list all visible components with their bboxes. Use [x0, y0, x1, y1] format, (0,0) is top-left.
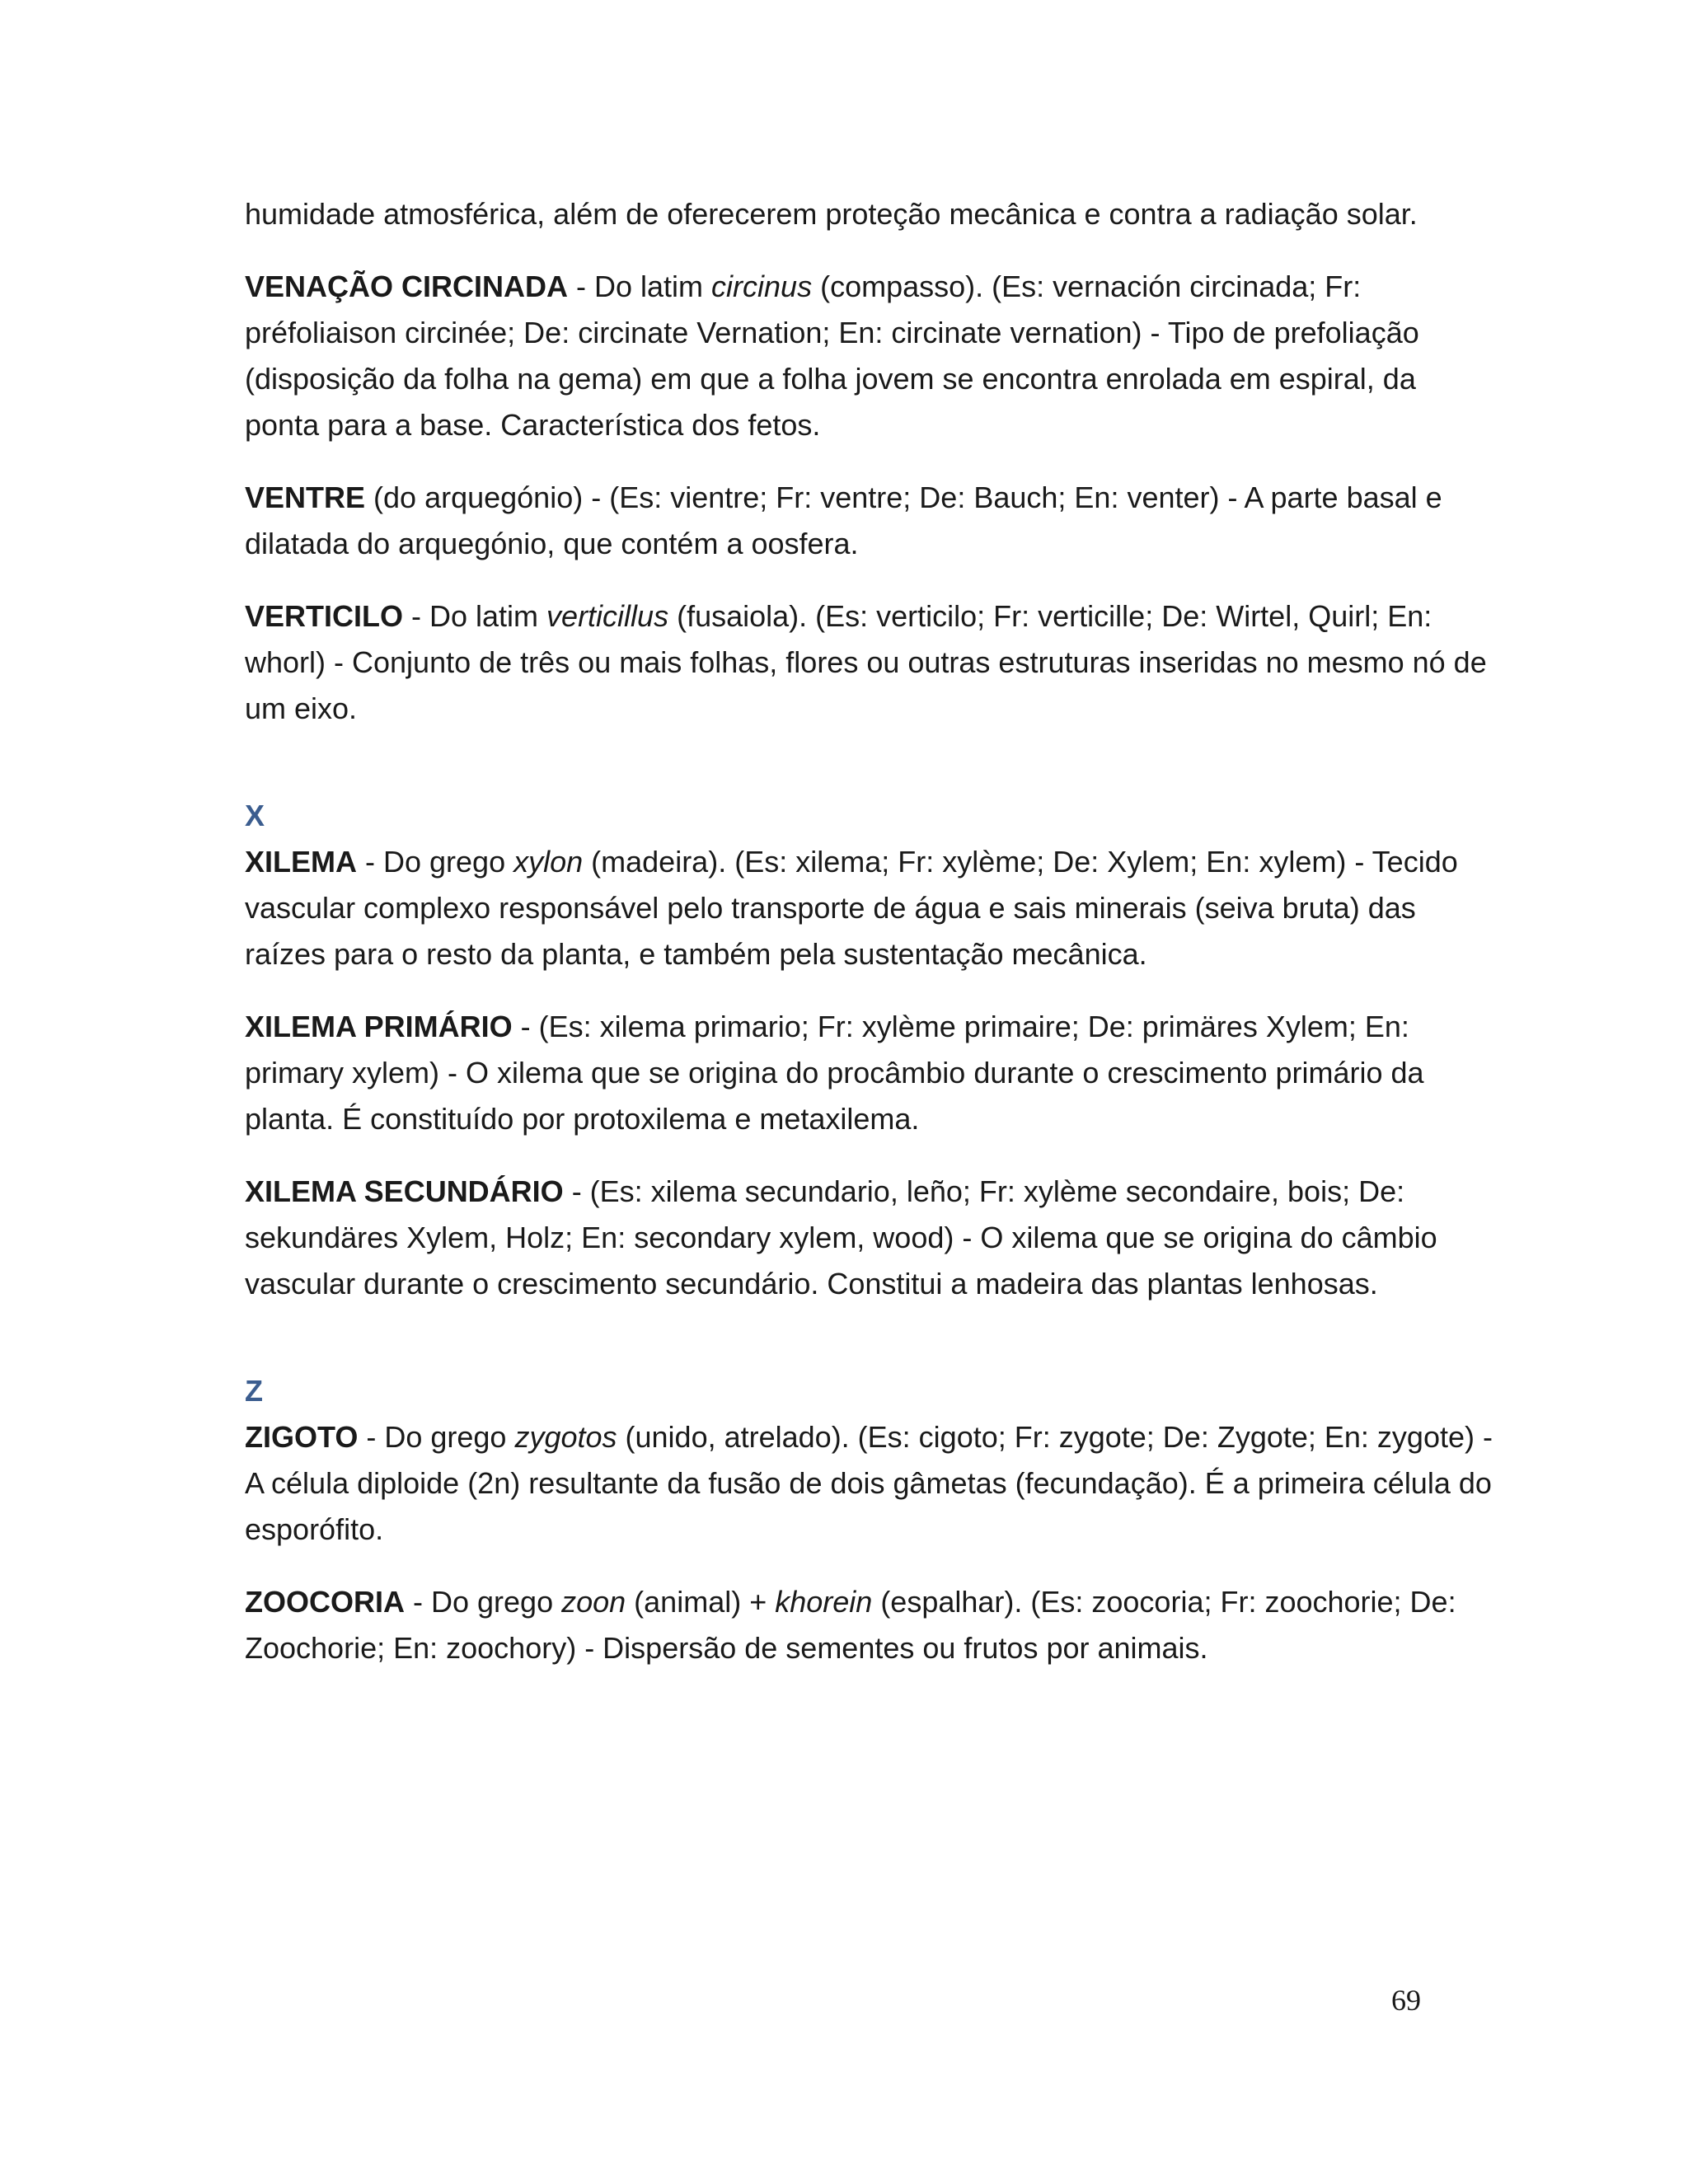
- page-number: 69: [1391, 1984, 1421, 2017]
- entry-text: - Do grego: [405, 1585, 562, 1619]
- glossary-entry-verticilo: [245, 593, 1498, 732]
- entry-term: ZIGOTO: [245, 1420, 359, 1454]
- entry-term: VERTICILO: [245, 599, 404, 633]
- entry-etymon: circinus: [711, 269, 813, 303]
- continued-paragraph: humidade atmosférica, além de oferecerem proteção mecânica e contra a radiação solar.: [245, 197, 1418, 231]
- glossary-entry-ventre: [245, 475, 1498, 567]
- entry-text: (compasso). (Es: vernación circinada; Fr: préfoliaison circinée; De: circinate Vernation; En: circinate vernation) - Tipo de prefoliação (disposição da folha na gema) em que a folha jovem se encontra enrolada em espiral, da ponta para a base. Característica dos fetos.: [245, 269, 1419, 442]
- glossary-entry-zoocoria: [245, 1579, 1498, 1671]
- entry-text: - Do latim: [403, 599, 547, 633]
- entry-etymon: khorein: [775, 1585, 873, 1619]
- entry-term: ZOOCORIA: [245, 1585, 405, 1619]
- entry-etymon: zygotos: [514, 1420, 617, 1454]
- entry-text: (unido, atrelado). (Es: cigoto; Fr: zygote; De: Zygote; En: zygote) - A célula diploide (2n) resultante da fusão de dois gâmetas (fecundação). É a primeira célula do esporófito.: [245, 1420, 1493, 1546]
- entry-term: VENAÇÃO CIRCINADA: [245, 269, 569, 303]
- section-heading-z: Z: [245, 1374, 263, 1408]
- entry-text: - Do latim: [568, 269, 712, 303]
- entry-term: VENTRE: [245, 480, 366, 514]
- entry-text: - Do grego: [358, 1420, 515, 1454]
- entry-etymon: verticillus: [546, 599, 669, 633]
- entry-term: XILEMA SECUNDÁRIO: [245, 1174, 564, 1208]
- entry-text: (espalhar). (Es: zoocoria; Fr: zoochorie; De: Zoochorie; En: zoochory) - Dispersão de sementes ou frutos por animais.: [245, 1585, 1456, 1665]
- glossary-entry-xilema: [245, 839, 1498, 977]
- entry-text: (do arquegónio) - (Es: vientre; Fr: ventre; De: Bauch; En: venter) - A parte basal e dilatada do arquegónio, que contém a oosfera.: [245, 480, 1442, 560]
- entry-term: XILEMA PRIMÁRIO: [245, 1010, 513, 1043]
- entry-text: - (Es: xilema primario; Fr: xylème primaire; De: primäres Xylem; En: primary xylem) - O xilema que se origina do procâmbio durante o crescimento primário da planta. É constituído por protoxilema e metaxilema.: [245, 1010, 1424, 1136]
- page-body: [245, 191, 1498, 1698]
- entry-etymon: zoon: [561, 1585, 626, 1619]
- entry-text: - Do grego: [357, 845, 514, 879]
- entry-text: (animal) +: [626, 1585, 776, 1619]
- glossary-entry-xilema-primario: [245, 1004, 1498, 1142]
- entry-text: - (Es: xilema secundario, leño; Fr: xylème secondaire, bois; De: sekundäres Xylem, Holz; En: secondary xylem, wood) - O xilema que se origina do câmbio vascular durante o crescimento secundário. Constitui a madeira das plantas lenhosas.: [245, 1174, 1437, 1301]
- entry-etymon: xylon: [513, 845, 584, 879]
- glossary-entry-zigoto: [245, 1414, 1498, 1553]
- section-heading-x: X: [245, 799, 265, 832]
- glossary-entry-venacao-circinada: [245, 264, 1498, 448]
- glossary-entry-xilema-secundario: [245, 1169, 1498, 1307]
- entry-term: XILEMA: [245, 845, 358, 879]
- entry-text: (fusaiola). (Es: verticilo; Fr: verticille; De: Wirtel, Quirl; En: whorl) - Conjunto de três ou mais folhas, flores ou outras estruturas inseridas no mesmo nó de um eixo.: [245, 599, 1487, 725]
- entry-text: (madeira). (Es: xilema; Fr: xylème; De: Xylem; En: xylem) - Tecido vascular complexo responsável pelo transporte de água e sais minerais (seiva bruta) das raízes para o resto da planta, e também pela sustentação mecânica.: [245, 845, 1458, 971]
